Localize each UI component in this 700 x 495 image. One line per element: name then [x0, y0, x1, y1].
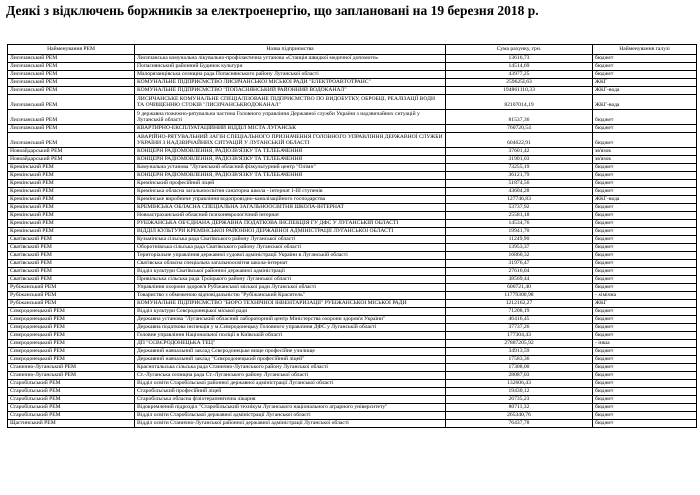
cell-rem: Лисичанський РЕМ	[8, 55, 135, 63]
table-row	[8, 268, 697, 276]
header-rem: Найменування РЕМ	[8, 45, 135, 55]
cell-company: ДП "СЄВЄРОДОНЕЦЬКА ТЕЦ"	[135, 340, 446, 348]
cell-rem: Кремінський РЕМ	[8, 164, 135, 172]
cell-industry: бюджет	[593, 316, 697, 324]
cell-company: КОМУНАЛЬНЕ ПІДПРИЄМСТВО ЛИСИЧАНСЬКОЇ МІСЬКОЇ РАДИ "ЕЛЕКТРОАВТОТРАНС"	[135, 79, 446, 87]
cell-rem: Сєвєродонецький РЕМ	[8, 316, 135, 324]
header-industry: Найменування галузі	[593, 45, 697, 55]
table-row	[8, 420, 697, 428]
cell-rem: Кремінський РЕМ	[8, 196, 135, 204]
cell-rem: Новоайдарський РЕМ	[8, 156, 135, 164]
cell-sum: 259625I,63	[446, 79, 593, 87]
cell-company: Старобільська обласна фізіотерапевтична лікарня	[135, 396, 446, 404]
cell-company: ВІДДІЛ КУЛЬТУРИ КРЕМІНСЬКОЇ РАЙОННОЇ ДЕРЖАВНОЇ АДМІНІСТРАЦІЇ ЛУГАНСЬКОЇ ОБЛАСТІ	[135, 228, 446, 236]
table-row	[8, 172, 697, 180]
cell-rem: Сєвєродонецький РЕМ	[8, 348, 135, 356]
cell-industry: ЖКГ-вода	[593, 196, 697, 204]
cell-sum: 51874,56	[446, 180, 593, 188]
cell-rem: Лисичанський РЕМ	[8, 71, 135, 79]
cell-sum: 27616,04	[446, 268, 593, 276]
table-row	[8, 79, 697, 87]
cell-industry: бюджет	[593, 63, 697, 71]
cell-rem: Сватівський РЕМ	[8, 244, 135, 252]
table-row	[8, 300, 697, 308]
cell-industry: бюджет	[593, 308, 697, 316]
table-row	[8, 396, 697, 404]
cell-company: Малорязанцівська селищна рада Попаснянського району Луганської області	[135, 71, 446, 79]
cell-rem: Сєвєродонецький РЕМ	[8, 324, 135, 332]
cell-rem: Лисичанський РЕМ	[8, 87, 135, 95]
cell-rem: Кремінський РЕМ	[8, 212, 135, 220]
cell-sum: 53737,92	[446, 204, 593, 212]
cell-company: Лисичанська комунальна лікувально-профілактична установа «Станція швидкої медичної допомоги»	[135, 55, 446, 63]
table-row	[8, 188, 697, 196]
table-row	[8, 284, 697, 292]
cell-sum: 127746,83	[446, 196, 593, 204]
cell-industry: бюджет	[593, 252, 697, 260]
cell-sum: 14514,69	[446, 63, 593, 71]
cell-rem: Станично-Луганський РЕМ	[8, 364, 135, 372]
cell-rem: Сєвєродонецький РЕМ	[8, 356, 135, 364]
cell-rem: Станично-Луганський РЕМ	[8, 372, 135, 380]
cell-rem: Старобільський РЕМ	[8, 380, 135, 388]
table-row	[8, 364, 697, 372]
cell-sum: 265340,76	[446, 412, 593, 420]
cell-sum: 27887205,92	[446, 340, 593, 348]
cell-rem: Старобільський РЕМ	[8, 388, 135, 396]
cell-sum: 26735,23	[446, 396, 593, 404]
table-row	[8, 340, 697, 348]
cell-sum: 1212162,27	[446, 300, 593, 308]
cell-industry: бюджет	[593, 284, 697, 292]
cell-rem: Кремінський РЕМ	[8, 228, 135, 236]
cell-sum: 73255,19	[446, 164, 593, 172]
cell-sum: 19430,12	[446, 388, 593, 396]
cell-company: АВАРІЙНО-РЯТУВАЛЬНИЙ ЗАГІН СПЕЦІАЛЬНОГО ПРИЗНАЧЕННЯ ГОЛОВНОГО УПРАВЛІННЯ ДЕРЖАВНОЇ СЛУЖБИ УКРАЇНИ З НАДЗВИЧАЙНИХ СИТУАЦІЙ У ЛУГАНСЬКІЙ ОБЛАСТІ	[135, 133, 446, 148]
cell-sum: 19941,70	[446, 228, 593, 236]
cell-industry: бюджет	[593, 260, 697, 268]
cell-industry: бюджет	[593, 268, 697, 276]
table-row	[8, 55, 697, 63]
cell-company: Сватівська обласна спеціальна загальноосвітня школа-інтернат	[135, 260, 446, 268]
cell-rem: Рубіжанський РЕМ	[8, 284, 135, 292]
cell-company: Старобільський професійний ліцей	[135, 388, 446, 396]
table-row	[8, 308, 697, 316]
cell-industry: бюджет	[593, 220, 697, 228]
cell-company: Краснотальська сільська рада Станично-Луганського району Луганської області	[135, 364, 446, 372]
cell-rem: Сєвєродонецький РЕМ	[8, 308, 135, 316]
cell-rem: Рубіжанський РЕМ	[8, 292, 135, 300]
cell-rem: Сєвєродонецький РЕМ	[8, 340, 135, 348]
cell-industry: - хімічна	[593, 292, 697, 300]
cell-sum: 13953,37	[446, 244, 593, 252]
cell-company: Оборотнівська сільська рада Сватівського району Луганської області	[135, 244, 446, 252]
cell-industry: ЖКГ	[593, 79, 697, 87]
table-row	[8, 348, 697, 356]
cell-company: РУБІЖАНСЬКА ОБ'ЄДНАНА ДЕРЖАВНА ПОДАТКОВА ІНСПЕКЦІЯ ГУ ДФС У ЛУГАНСЬКІЙ ОБЛАСТІ	[135, 220, 446, 228]
cell-company: Державна установа "Луганський обласний лабораторний центр Міністерства охорони здоров'я України"	[135, 316, 446, 324]
cell-rem: Кремінський РЕМ	[8, 172, 135, 180]
cell-industry: бюджет	[593, 404, 697, 412]
cell-industry: бюджет	[593, 133, 697, 148]
cell-industry: бюджет	[593, 348, 697, 356]
table-row	[8, 148, 697, 156]
cell-industry: бюджет	[593, 412, 697, 420]
cell-rem: Кремінський РЕМ	[8, 188, 135, 196]
cell-sum: 177304,43	[446, 332, 593, 340]
cell-industry: бюджет	[593, 244, 697, 252]
cell-company: КВАРТИРНО-ЕКСПЛУАТАЦІЙНИЙ ВІДДІЛ МІСТА ЛУГАНСЬК	[135, 125, 446, 133]
cell-company: Відділ освіти Старобільської державної адміністрації Луганської області	[135, 412, 446, 420]
table-row	[8, 244, 697, 252]
cell-industry: бюджет	[593, 188, 697, 196]
table-row	[8, 125, 697, 133]
table-row	[8, 180, 697, 188]
cell-company: Товариство з обмеженою відповідальністю "Рубіжанський Краситель"	[135, 292, 446, 300]
cell-company: ЛИСИЧАНСЬКЕ КОМУНАЛЬНЕ СПЕЦІАЛІЗОВАНЕ ПІДПРИЄМСТВО ПО ВИДОБУТКУ, ОБРОБЦІ, РЕАЛІЗАЦІЇ ВОДИ ТА ОЧИЩЕННЮ СТОКІВ "ЛИСИЧАНСЬКВОДОКАНАЛ"	[135, 95, 446, 110]
cell-industry: бюджет	[593, 204, 697, 212]
cell-sum: 37737,26	[446, 324, 593, 332]
cell-company: Кремінський професійний ліцей	[135, 180, 446, 188]
cell-company: КОНЦЕРН РАДІОМОВЛЕННЯ, РАДІОЗВ'ЯЗКУ ТА ТЕЛЕБАЧЕННЯ	[135, 148, 446, 156]
cell-company: Головне управління Національної поліції в Київській області	[135, 332, 446, 340]
cell-industry: бюджет	[593, 380, 697, 388]
cell-sum: 600721,40	[446, 284, 593, 292]
cell-company: Державний навчальний заклад "Сєвєродонецький професійний ліцей"	[135, 356, 446, 364]
header-sum: Сума рахунку, грн.	[446, 45, 593, 55]
cell-rem: Лисичанський РЕМ	[8, 95, 135, 110]
cell-sum: 38569,44	[446, 276, 593, 284]
cell-industry: бюджет	[593, 276, 697, 284]
cell-sum: 37601,42	[446, 148, 593, 156]
table-row	[8, 332, 697, 340]
cell-industry: бюджет	[593, 332, 697, 340]
table-row	[8, 95, 697, 110]
cell-company: Відділ освіти Старобільської районної державної адміністрації Луганської області	[135, 380, 446, 388]
cell-sum: 81537,36	[446, 110, 593, 125]
cell-sum: 36121,79	[446, 172, 593, 180]
cell-sum: 34913,59	[446, 348, 593, 356]
cell-industry: бюджет	[593, 356, 697, 364]
cell-rem: Щастинський РЕМ	[8, 420, 135, 428]
table-row	[8, 110, 697, 125]
table-row	[8, 404, 697, 412]
cell-sum: 80711,32	[446, 404, 593, 412]
cell-company: Державний навчальний заклад Сєвєродонецьке вище професійне училище	[135, 348, 446, 356]
cell-sum: 17308,00	[446, 364, 593, 372]
cell-sum: 43604,28	[446, 188, 593, 196]
table-row	[8, 212, 697, 220]
cell-company: Кузьмінська сільська рада Сватівського району Луганської області	[135, 236, 446, 244]
cell-rem: Сватівський РЕМ	[8, 268, 135, 276]
cell-company: КОМУНАЛЬНЕ ПІДПРИЄМСТВО "БЮРО ТЕХНІЧНОЇ ІНВЕНТАРИЗАЦІЇ" РУБІЖАНСЬКОЇ МІСЬКОЇ РАДИ	[135, 300, 446, 308]
table-row	[8, 412, 697, 420]
cell-rem: Сватівський РЕМ	[8, 252, 135, 260]
table-row	[8, 252, 697, 260]
cell-industry: бюджет	[593, 388, 697, 396]
cell-rem: Сватівський РЕМ	[8, 236, 135, 244]
cell-sum: 13616,73	[446, 55, 593, 63]
cell-sum: 760720,54	[446, 125, 593, 133]
cell-sum: 43977,25	[446, 71, 593, 79]
table-row	[8, 236, 697, 244]
cell-company: КРЕМІНСЬКА ОБЛАСНА СПЕЦІАЛЬНА ЗАГАЛЬНООСВІТНЯ ШКОЛА-ІНТЕРНАТ	[135, 204, 446, 212]
cell-rem: Сватівський РЕМ	[8, 260, 135, 268]
cell-rem: Кремінський РЕМ	[8, 180, 135, 188]
cell-rem: Лисичанський РЕМ	[8, 133, 135, 148]
cell-industry: бюджет	[593, 372, 697, 380]
cell-industry: бюджет	[593, 228, 697, 236]
cell-rem: Лисичанський РЕМ	[8, 110, 135, 125]
cell-industry: бюджет	[593, 180, 697, 188]
cell-industry: бюджет	[593, 110, 697, 125]
cell-sum: 31976,47	[446, 260, 593, 268]
table-body	[8, 55, 697, 428]
cell-company: Територіальне управління державної судової адміністрації України в Луганській області	[135, 252, 446, 260]
cell-company: 9 державна пожежно-рятувальна частина Головного управління Державної служби України з надзвичайних ситуацій у Луганській області	[135, 110, 446, 125]
cell-sum: 46416,45	[446, 316, 593, 324]
cell-industry: - інша	[593, 340, 697, 348]
cell-sum: 11779300,98	[446, 292, 593, 300]
cell-company: Кремінське виробниче управління водопровідно-каналізаційного господарства	[135, 196, 446, 204]
cell-rem: Лисичанський РЕМ	[8, 79, 135, 87]
cell-company: КОНЦЕРН РАДІОМОВЛЕННЯ, РАДІОЗВ'ЯЗКУ ТА ТЕЛЕБАЧЕННЯ	[135, 172, 446, 180]
cell-rem: Сватівський РЕМ	[8, 276, 135, 284]
cell-company: Комунальна установа "Луганський обласний фізкультурний центр "Олімп"	[135, 164, 446, 172]
table-row	[8, 372, 697, 380]
table-row	[8, 133, 697, 148]
cell-rem: Старобільський РЕМ	[8, 396, 135, 404]
cell-industry: зв'язок	[593, 148, 697, 156]
cell-industry: бюджет	[593, 324, 697, 332]
cell-sum: 28087,03	[446, 372, 593, 380]
cell-rem: Кремінський РЕМ	[8, 220, 135, 228]
cell-industry: бюджет	[593, 212, 697, 220]
cell-sum: 132606,43	[446, 380, 593, 388]
cell-company: Кремінська обласна загальноосвітня санаторна школа - інтернат I-III ступенів	[135, 188, 446, 196]
cell-rem: Лисичанський РЕМ	[8, 125, 135, 133]
table-header-row	[8, 45, 697, 55]
cell-company: Відділ культури Сватівської районної державної адміністрації	[135, 268, 446, 276]
table-row	[8, 380, 697, 388]
cell-company: Управління охорони здоров'я Рубіжанської міської ради Луганської області	[135, 284, 446, 292]
cell-sum: 17583,36	[446, 356, 593, 364]
cell-industry: бюджет	[593, 172, 697, 180]
cell-sum: 76437,78	[446, 420, 593, 428]
cell-industry: бюджет	[593, 364, 697, 372]
table-row	[8, 276, 697, 284]
cell-industry: бюджет	[593, 396, 697, 404]
table-row	[8, 156, 697, 164]
table-row	[8, 292, 697, 300]
table-row	[8, 196, 697, 204]
cell-industry: бюджет	[593, 236, 697, 244]
table-row	[8, 228, 697, 236]
cell-rem: Рубіжанський РЕМ	[8, 300, 135, 308]
cell-sum: 604622,91	[446, 133, 593, 148]
table-row	[8, 87, 697, 95]
cell-industry: бюджет	[593, 125, 697, 133]
table-row	[8, 316, 697, 324]
cell-company: КОНЦЕРН РАДІОМОВЛЕННЯ, РАДІОЗВ'ЯЗКУ ТА ТЕЛЕБАЧЕННЯ	[135, 156, 446, 164]
table-row	[8, 63, 697, 71]
table-row	[8, 164, 697, 172]
cell-sum: 25581,18	[446, 212, 593, 220]
cell-industry: бюджет	[593, 55, 697, 63]
cell-industry: бюджет	[593, 71, 697, 79]
cell-company: КОМУНАЛЬНЕ ПІДПРИЄМСТВО "ПОПАСНЯНСЬКИЙ РАЙОННИЙ ВОДОКАНАЛ"	[135, 87, 446, 95]
table-row	[8, 204, 697, 212]
cell-company: Державна податкова інспекція у м.Сєвєродонецьку Головного управління ДФС у Луганській області	[135, 324, 446, 332]
cell-rem: Сєвєродонецький РЕМ	[8, 332, 135, 340]
cell-industry: зв'язок	[593, 156, 697, 164]
page-title: Деякі з відключень боржників за електроенергію, що заплановані на 19 березня 2018 р.	[6, 3, 539, 18]
cell-industry: бюджет	[593, 164, 697, 172]
cell-company: Привільська сільська рада Троїцького району Луганської області	[135, 276, 446, 284]
cell-sum: 16860,32	[446, 252, 593, 260]
table-row	[8, 220, 697, 228]
debtors-table	[7, 44, 697, 428]
table-row	[8, 324, 697, 332]
cell-industry: бюджет	[593, 420, 697, 428]
table-row	[8, 260, 697, 268]
cell-rem: Новоайдарський РЕМ	[8, 148, 135, 156]
cell-rem: Старобільський РЕМ	[8, 404, 135, 412]
cell-rem: Лисичанський РЕМ	[8, 63, 135, 71]
cell-company: Відокремлений підрозділ "Старобільський технікум Луганського національного аграрного університету"	[135, 404, 446, 412]
cell-company: Ст.-Луганська селищна рада Ст.-Луганського району Луганської області	[135, 372, 446, 380]
table-row	[8, 388, 697, 396]
cell-sum: 82107014,19	[446, 95, 593, 110]
cell-company: Відділ освіти Станично-Луганської районної державної адміністрації Луганської області	[135, 420, 446, 428]
cell-sum: 14534,76	[446, 220, 593, 228]
cell-company: Новоастраханський обласний психоневрологічний інтернат	[135, 212, 446, 220]
header-company: Назва підприємства	[135, 45, 446, 55]
cell-company: Відділ культури Сєвєродонецької міської ради	[135, 308, 446, 316]
cell-company: Попаснянський районний Будинок культури	[135, 63, 446, 71]
cell-rem: Старобільський РЕМ	[8, 412, 135, 420]
table-row	[8, 71, 697, 79]
cell-sum: 11249,90	[446, 236, 593, 244]
cell-sum: 194861110,33	[446, 87, 593, 95]
cell-industry: ЖКГ-вода	[593, 95, 697, 110]
cell-sum: 31901,03	[446, 156, 593, 164]
cell-industry: ЖКГ-вода	[593, 87, 697, 95]
cell-sum: 71208,19	[446, 308, 593, 316]
table-row	[8, 356, 697, 364]
cell-rem: Кремінський РЕМ	[8, 204, 135, 212]
cell-industry: ЖКГ	[593, 300, 697, 308]
